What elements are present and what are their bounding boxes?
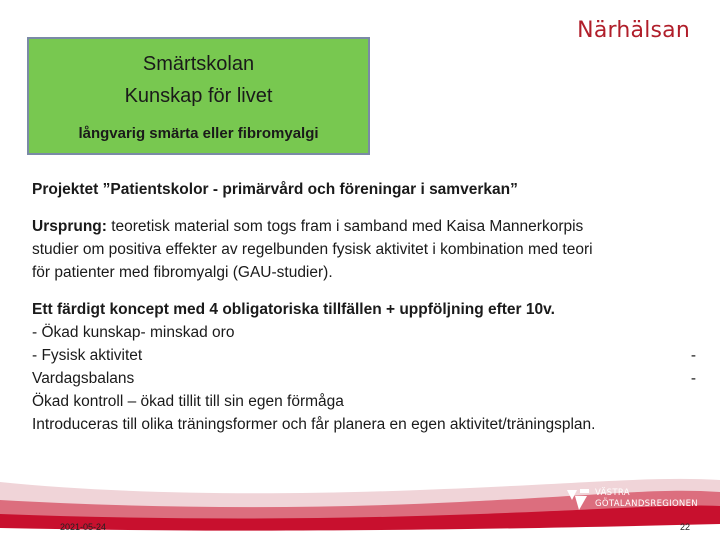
vgr-logo-text: [595, 488, 698, 510]
origin-line-1-text: teoretisk material som togs fram i samband med Kaisa Mannerkorpis: [106, 218, 584, 235]
concept-item-2-text: - Fysisk aktivitet: [32, 347, 143, 364]
origin-line-2: studier om positiva effekter av regelbunden fysisk aktivitet i kombination med teori: [32, 241, 593, 258]
vgr-logo-line-1: VÄSTRA: [595, 488, 630, 498]
origin-line-1: [32, 215, 700, 238]
concept-item-3: [32, 367, 700, 390]
vgr-logo-line-2: GÖTALANDSREGIONEN: [595, 499, 698, 509]
vgr-logo: [565, 486, 700, 516]
slide-body: [32, 178, 700, 436]
origin-line-3: för patienter med fibromyalgi (GAU-studier).: [32, 264, 333, 281]
concept-item-2-dash: -: [690, 347, 696, 364]
concept-item-4: Ökad kontroll – ökad tillit till sin egen förmåga: [32, 393, 344, 410]
box-subtitle: Kunskap för livet: [124, 85, 273, 107]
concept-item-1: - Ökad kunskap- minskad oro: [32, 324, 235, 341]
origin-label: Ursprung:: [32, 218, 107, 235]
concept-block: [32, 298, 700, 436]
origin-block: [32, 215, 700, 284]
title-box: [27, 37, 370, 155]
box-title: Smärtskolan: [142, 53, 255, 75]
concept-item-3-dash: -: [690, 370, 696, 387]
page-number: 22: [679, 522, 690, 532]
concept-heading: Ett färdigt koncept med 4 obligatoriska tillfällen + uppföljning efter 10v.: [32, 301, 555, 318]
concept-item-2: [32, 344, 700, 367]
brand-logo-narhalsan: Närhälsan: [577, 18, 690, 43]
project-block: [32, 178, 700, 201]
project-line: Projektet ”Patientskolor - primärvård och föreningar i samverkan”: [32, 181, 518, 198]
concept-item-3-text: Vardagsbalans: [32, 370, 135, 387]
box-tagline: långvarig smärta eller fibromyalgi: [78, 125, 319, 142]
vgr-emblem-icon: [565, 486, 591, 512]
concept-item-5: Introduceras till olika träningsformer och får planera en egen aktivitet/träningsplan.: [32, 416, 596, 433]
footer-date: 2021-05-24: [60, 522, 107, 532]
